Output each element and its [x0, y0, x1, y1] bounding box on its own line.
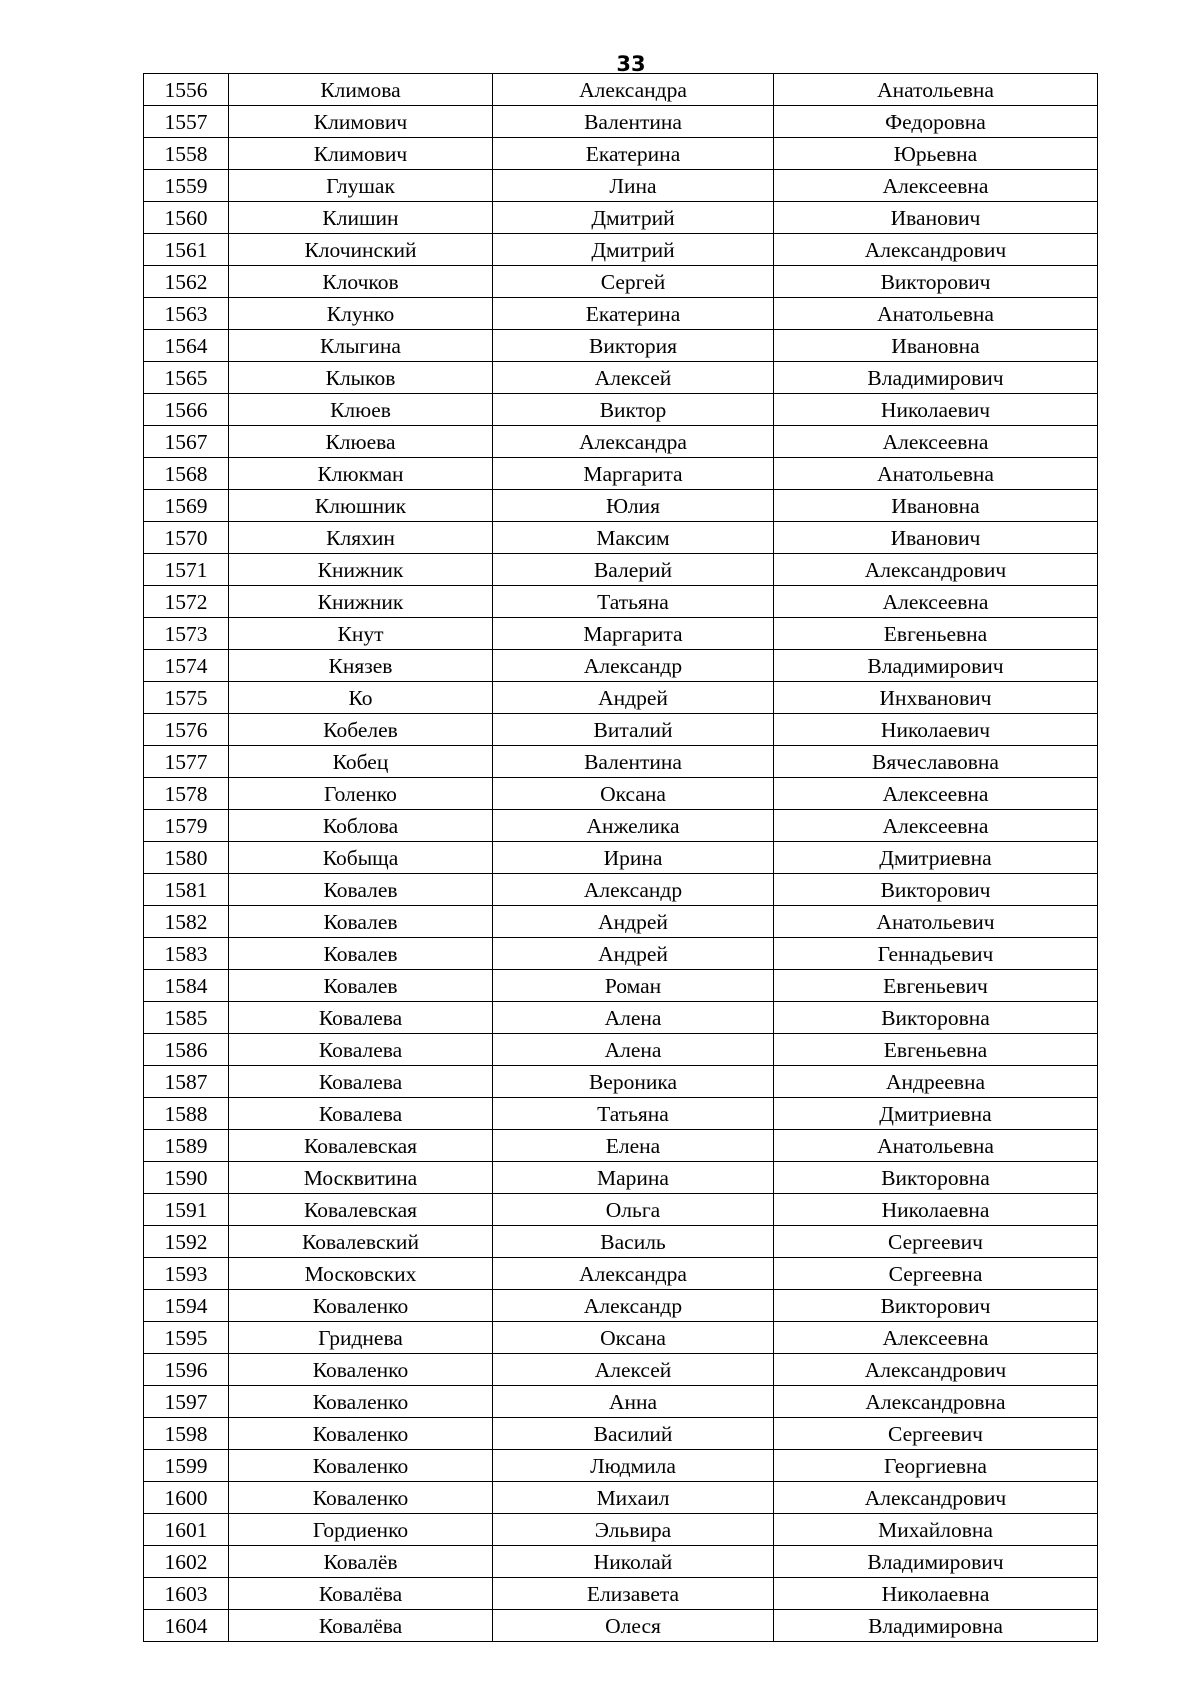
last-name-cell: Клунко [229, 298, 493, 330]
last-name-cell: Климович [229, 138, 493, 170]
table-row [144, 1322, 1098, 1354]
row-number-cell: 1559 [144, 170, 229, 202]
row-number-cell: 1560 [144, 202, 229, 234]
first-name-cell: Татьяна [493, 586, 774, 618]
row-number-cell: 1556 [144, 74, 229, 106]
last-name-cell: Коваленко [229, 1386, 493, 1418]
row-number-cell: 1566 [144, 394, 229, 426]
patronymic-cell: Александровна [774, 1386, 1098, 1418]
first-name-cell: Людмила [493, 1450, 774, 1482]
last-name-cell: Глушак [229, 170, 493, 202]
first-name-cell: Валерий [493, 554, 774, 586]
first-name-cell: Сергей [493, 266, 774, 298]
patronymic-cell: Владимирович [774, 650, 1098, 682]
first-name-cell: Алексей [493, 362, 774, 394]
first-name-cell: Василь [493, 1226, 774, 1258]
patronymic-cell: Николаевич [774, 714, 1098, 746]
row-number-cell: 1588 [144, 1098, 229, 1130]
table-row [144, 586, 1098, 618]
first-name-cell: Василий [493, 1418, 774, 1450]
table-row [144, 266, 1098, 298]
last-name-cell: Московских [229, 1258, 493, 1290]
patronymic-cell: Александрович [774, 1482, 1098, 1514]
first-name-cell: Максим [493, 522, 774, 554]
first-name-cell: Александра [493, 426, 774, 458]
table-row [144, 1386, 1098, 1418]
patronymic-cell: Ивановна [774, 490, 1098, 522]
patronymic-cell: Михайловна [774, 1514, 1098, 1546]
table-row [144, 458, 1098, 490]
row-number-cell: 1571 [144, 554, 229, 586]
patronymic-cell: Владимирович [774, 362, 1098, 394]
table-row [144, 746, 1098, 778]
row-number-cell: 1596 [144, 1354, 229, 1386]
row-number-cell: 1593 [144, 1258, 229, 1290]
table-row [144, 1610, 1098, 1642]
row-number-cell: 1570 [144, 522, 229, 554]
row-number-cell: 1563 [144, 298, 229, 330]
table-row [144, 490, 1098, 522]
first-name-cell: Татьяна [493, 1098, 774, 1130]
first-name-cell: Анна [493, 1386, 774, 1418]
table-row [144, 1066, 1098, 1098]
last-name-cell: Климова [229, 74, 493, 106]
patronymic-cell: Викторовна [774, 1162, 1098, 1194]
last-name-cell: Кляхин [229, 522, 493, 554]
row-number-cell: 1568 [144, 458, 229, 490]
patronymic-cell: Алексеевна [774, 778, 1098, 810]
first-name-cell: Роман [493, 970, 774, 1002]
patronymic-cell: Викторович [774, 266, 1098, 298]
last-name-cell: Ковалевская [229, 1130, 493, 1162]
table-row [144, 1258, 1098, 1290]
table-row [144, 1418, 1098, 1450]
first-name-cell: Екатерина [493, 298, 774, 330]
table-row [144, 1098, 1098, 1130]
patronymic-cell: Анатольевна [774, 298, 1098, 330]
row-number-cell: 1567 [144, 426, 229, 458]
table-row [144, 618, 1098, 650]
last-name-cell: Ковалев [229, 970, 493, 1002]
patronymic-cell: Анатольевна [774, 1130, 1098, 1162]
first-name-cell: Екатерина [493, 138, 774, 170]
first-name-cell: Виталий [493, 714, 774, 746]
patronymic-cell: Анатольевич [774, 906, 1098, 938]
patronymic-cell: Сергеевич [774, 1226, 1098, 1258]
patronymic-cell: Федоровна [774, 106, 1098, 138]
row-number-cell: 1575 [144, 682, 229, 714]
patronymic-cell: Николаевна [774, 1578, 1098, 1610]
table-row [144, 394, 1098, 426]
row-number-cell: 1601 [144, 1514, 229, 1546]
row-number-cell: 1603 [144, 1578, 229, 1610]
table-row [144, 1482, 1098, 1514]
last-name-cell: Ковалев [229, 906, 493, 938]
patronymic-cell: Евгеньевна [774, 1034, 1098, 1066]
patronymic-cell: Анатольевна [774, 458, 1098, 490]
first-name-cell: Оксана [493, 1322, 774, 1354]
first-name-cell: Виктор [493, 394, 774, 426]
patronymic-cell: Владимировна [774, 1610, 1098, 1642]
patronymic-cell: Дмитриевна [774, 842, 1098, 874]
row-number-cell: 1594 [144, 1290, 229, 1322]
first-name-cell: Юлия [493, 490, 774, 522]
last-name-cell: Москвитина [229, 1162, 493, 1194]
table-row [144, 874, 1098, 906]
first-name-cell: Дмитрий [493, 202, 774, 234]
first-name-cell: Алена [493, 1002, 774, 1034]
last-name-cell: Клюев [229, 394, 493, 426]
first-name-cell: Анжелика [493, 810, 774, 842]
last-name-cell: Кобелев [229, 714, 493, 746]
row-number-cell: 1562 [144, 266, 229, 298]
table-row [144, 1546, 1098, 1578]
row-number-cell: 1565 [144, 362, 229, 394]
last-name-cell: Клюшник [229, 490, 493, 522]
last-name-cell: Клишин [229, 202, 493, 234]
patronymic-cell: Дмитриевна [774, 1098, 1098, 1130]
patronymic-cell: Евгеньевна [774, 618, 1098, 650]
table-row [144, 1034, 1098, 1066]
table-row [144, 426, 1098, 458]
row-number-cell: 1595 [144, 1322, 229, 1354]
table-row [144, 330, 1098, 362]
patronymic-cell: Александрович [774, 234, 1098, 266]
patronymic-cell: Викторовна [774, 1002, 1098, 1034]
first-name-cell: Андрей [493, 682, 774, 714]
row-number-cell: 1580 [144, 842, 229, 874]
row-number-cell: 1557 [144, 106, 229, 138]
patronymic-cell: Алексеевна [774, 810, 1098, 842]
last-name-cell: Коваленко [229, 1290, 493, 1322]
first-name-cell: Валентина [493, 106, 774, 138]
patronymic-cell: Александрович [774, 1354, 1098, 1386]
patronymic-cell: Николаевна [774, 1194, 1098, 1226]
table-row [144, 1578, 1098, 1610]
first-name-cell: Елена [493, 1130, 774, 1162]
last-name-cell: Ковалева [229, 1066, 493, 1098]
row-number-cell: 1564 [144, 330, 229, 362]
table-row [144, 1002, 1098, 1034]
last-name-cell: Коваленко [229, 1450, 493, 1482]
patronymic-cell: Сергеевич [774, 1418, 1098, 1450]
first-name-cell: Эльвира [493, 1514, 774, 1546]
row-number-cell: 1604 [144, 1610, 229, 1642]
patronymic-cell: Геннадьевич [774, 938, 1098, 970]
row-number-cell: 1576 [144, 714, 229, 746]
row-number-cell: 1599 [144, 1450, 229, 1482]
first-name-cell: Михаил [493, 1482, 774, 1514]
last-name-cell: Коваленко [229, 1418, 493, 1450]
patronymic-cell: Викторович [774, 874, 1098, 906]
patronymic-cell: Алексеевна [774, 586, 1098, 618]
last-name-cell: Князев [229, 650, 493, 682]
table-row [144, 74, 1098, 106]
table-row [144, 970, 1098, 1002]
patronymic-cell: Александрович [774, 554, 1098, 586]
patronymic-cell: Алексеевна [774, 1322, 1098, 1354]
patronymic-cell: Алексеевна [774, 170, 1098, 202]
patronymic-cell: Сергеевна [774, 1258, 1098, 1290]
row-number-cell: 1582 [144, 906, 229, 938]
table-row [144, 778, 1098, 810]
last-name-cell: Ковалевская [229, 1194, 493, 1226]
row-number-cell: 1574 [144, 650, 229, 682]
row-number-cell: 1581 [144, 874, 229, 906]
table-row [144, 1514, 1098, 1546]
row-number-cell: 1598 [144, 1418, 229, 1450]
roster-body [144, 74, 1098, 1642]
last-name-cell: Клюева [229, 426, 493, 458]
row-number-cell: 1600 [144, 1482, 229, 1514]
first-name-cell: Александр [493, 874, 774, 906]
last-name-cell: Коблова [229, 810, 493, 842]
last-name-cell: Голенко [229, 778, 493, 810]
row-number-cell: 1579 [144, 810, 229, 842]
table-row [144, 906, 1098, 938]
last-name-cell: Климович [229, 106, 493, 138]
first-name-cell: Лина [493, 170, 774, 202]
table-row [144, 234, 1098, 266]
row-number-cell: 1572 [144, 586, 229, 618]
last-name-cell: Книжник [229, 586, 493, 618]
first-name-cell: Алексей [493, 1354, 774, 1386]
last-name-cell: Клочков [229, 266, 493, 298]
last-name-cell: Книжник [229, 554, 493, 586]
last-name-cell: Коваленко [229, 1354, 493, 1386]
first-name-cell: Ирина [493, 842, 774, 874]
first-name-cell: Марина [493, 1162, 774, 1194]
table-row [144, 650, 1098, 682]
last-name-cell: Ковалёва [229, 1578, 493, 1610]
patronymic-cell: Иванович [774, 522, 1098, 554]
row-number-cell: 1577 [144, 746, 229, 778]
patronymic-cell: Ивановна [774, 330, 1098, 362]
first-name-cell: Андрей [493, 906, 774, 938]
roster-table [143, 73, 1098, 1642]
table-row [144, 106, 1098, 138]
row-number-cell: 1589 [144, 1130, 229, 1162]
page-number: 33 [616, 52, 646, 76]
last-name-cell: Ковалев [229, 874, 493, 906]
last-name-cell: Ковалева [229, 1098, 493, 1130]
last-name-cell: Кнут [229, 618, 493, 650]
first-name-cell: Андрей [493, 938, 774, 970]
last-name-cell: Кобец [229, 746, 493, 778]
patronymic-cell: Андреевна [774, 1066, 1098, 1098]
first-name-cell: Валентина [493, 746, 774, 778]
first-name-cell: Вероника [493, 1066, 774, 1098]
row-number-cell: 1591 [144, 1194, 229, 1226]
first-name-cell: Оксана [493, 778, 774, 810]
last-name-cell: Ковалёв [229, 1546, 493, 1578]
row-number-cell: 1558 [144, 138, 229, 170]
table-row [144, 682, 1098, 714]
table-row [144, 522, 1098, 554]
table-row [144, 138, 1098, 170]
row-number-cell: 1587 [144, 1066, 229, 1098]
first-name-cell: Александра [493, 1258, 774, 1290]
first-name-cell: Дмитрий [493, 234, 774, 266]
row-number-cell: 1584 [144, 970, 229, 1002]
last-name-cell: Клыков [229, 362, 493, 394]
table-row [144, 1226, 1098, 1258]
row-number-cell: 1590 [144, 1162, 229, 1194]
last-name-cell: Клочинский [229, 234, 493, 266]
row-number-cell: 1597 [144, 1386, 229, 1418]
table-row [144, 1450, 1098, 1482]
patronymic-cell: Николаевич [774, 394, 1098, 426]
first-name-cell: Алена [493, 1034, 774, 1066]
table-row [144, 1162, 1098, 1194]
patronymic-cell: Владимирович [774, 1546, 1098, 1578]
first-name-cell: Виктория [493, 330, 774, 362]
patronymic-cell: Вячеславовна [774, 746, 1098, 778]
table-row [144, 1194, 1098, 1226]
table-row [144, 554, 1098, 586]
first-name-cell: Александра [493, 74, 774, 106]
table-row [144, 170, 1098, 202]
table-row [144, 842, 1098, 874]
last-name-cell: Клыгина [229, 330, 493, 362]
first-name-cell: Елизавета [493, 1578, 774, 1610]
last-name-cell: Клюкман [229, 458, 493, 490]
row-number-cell: 1585 [144, 1002, 229, 1034]
first-name-cell: Ольга [493, 1194, 774, 1226]
table-row [144, 202, 1098, 234]
first-name-cell: Александр [493, 650, 774, 682]
table-row [144, 1130, 1098, 1162]
row-number-cell: 1561 [144, 234, 229, 266]
last-name-cell: Коваленко [229, 1482, 493, 1514]
patronymic-cell: Георгиевна [774, 1450, 1098, 1482]
table-row [144, 810, 1098, 842]
patronymic-cell: Евгеньевич [774, 970, 1098, 1002]
table-row [144, 1354, 1098, 1386]
last-name-cell: Кобыща [229, 842, 493, 874]
last-name-cell: Ковалева [229, 1002, 493, 1034]
last-name-cell: Гордиенко [229, 1514, 493, 1546]
first-name-cell: Олеся [493, 1610, 774, 1642]
row-number-cell: 1592 [144, 1226, 229, 1258]
row-number-cell: 1602 [144, 1546, 229, 1578]
last-name-cell: Ковалева [229, 1034, 493, 1066]
patronymic-cell: Викторович [774, 1290, 1098, 1322]
last-name-cell: Ко [229, 682, 493, 714]
first-name-cell: Маргарита [493, 458, 774, 490]
last-name-cell: Ковалёва [229, 1610, 493, 1642]
patronymic-cell: Алексеевна [774, 426, 1098, 458]
table-row [144, 362, 1098, 394]
row-number-cell: 1573 [144, 618, 229, 650]
row-number-cell: 1583 [144, 938, 229, 970]
table-row [144, 298, 1098, 330]
last-name-cell: Гриднева [229, 1322, 493, 1354]
last-name-cell: Ковалев [229, 938, 493, 970]
first-name-cell: Александр [493, 1290, 774, 1322]
patronymic-cell: Анатольевна [774, 74, 1098, 106]
table-row [144, 714, 1098, 746]
last-name-cell: Ковалевский [229, 1226, 493, 1258]
patronymic-cell: Иванович [774, 202, 1098, 234]
first-name-cell: Маргарита [493, 618, 774, 650]
patronymic-cell: Инхванович [774, 682, 1098, 714]
patronymic-cell: Юрьевна [774, 138, 1098, 170]
first-name-cell: Николай [493, 1546, 774, 1578]
row-number-cell: 1586 [144, 1034, 229, 1066]
row-number-cell: 1578 [144, 778, 229, 810]
table-row [144, 938, 1098, 970]
row-number-cell: 1569 [144, 490, 229, 522]
table-row [144, 1290, 1098, 1322]
